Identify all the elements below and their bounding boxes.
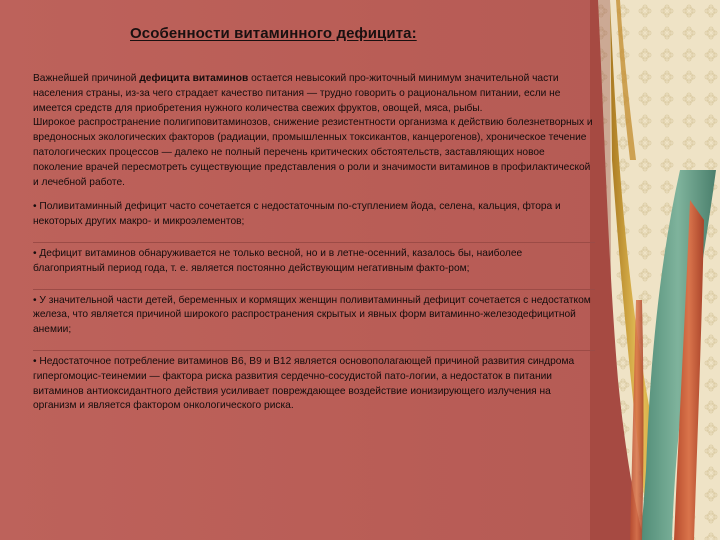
slide-body — [33, 72, 595, 426]
bullet-item-anemia: • У значительной части детей, беременных и кормящих женщин поливитаминный дефицит сочетается с недостатком железа, что является причиной широкого распространения скрытых и явных форм витаминно-железодефицитной анемии; — [33, 289, 595, 350]
intro-rest: остается невысокий про-житочный минимум значительной части населения страны, из-за чего страдает качество питания — трудно говорить о рациональном питании, если не имеется средств для приобретения нужного количества свежих фруктов, овощей, мяса, рыбы. — [33, 73, 561, 114]
bullet-item-iodine: • Поливитаминный дефицит часто сочетается с недостаточным по-ступлением йода, селена, кальция, фтора и некоторых других макро- и микроэлементов; — [33, 201, 561, 228]
decorative-ribbon-art — [590, 0, 720, 540]
bullet-list — [33, 200, 595, 426]
intro-prefix: Важнейшей причиной — [33, 73, 140, 84]
slide-title: Особенности витаминного дефицита: — [130, 25, 417, 42]
intro-paragraph — [33, 72, 595, 116]
intro-bold-term: дефицита витаминов — [139, 73, 249, 84]
second-paragraph: Широкое распространение полигиповитаминозов, снижение резистентности организма к действию болезнетворных и вредоносных экологических факторов (радиации, промышленных токсикантов, канцерогенов), хроническое течение патологических процессов — далеко не полный перечень критических обстоятельств, заставляющих новое поколение врачей пересмотреть существующие представления о роли и значимости витаминов в профилактической и лечебной работе. — [33, 117, 593, 188]
bullet-item-seasonal: • Дефицит витаминов обнаруживается не только весной, но и в летне-осенний, казалось бы, наиболее благоприятный период года, т. е. является постоянно действующим негативным факто-ром; — [33, 242, 595, 289]
bullet-item-homocysteine: • Недостаточное потребление витаминов В6, В9 и В12 является основополагающей причиной развития синдрома гипергомоцис-теинемии — фактора риска развития сердечно-сосудистой пато-логии, а недостаток в питании витаминов антиоксидантного действия усиливает повреждающее воздействие ионизирующего излучения на организм и является фактором онкологического риска. — [33, 350, 595, 426]
